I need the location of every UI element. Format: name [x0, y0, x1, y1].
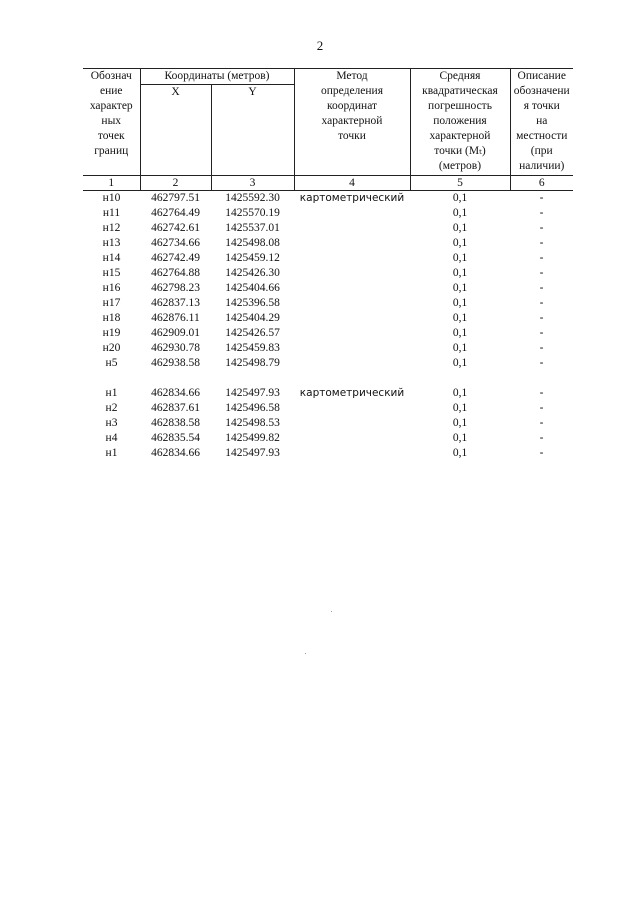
header-method: Метод определения координат характерной точки — [294, 69, 410, 176]
accuracy-cell: 0,1 — [452, 312, 468, 324]
description-cell: - — [539, 237, 544, 249]
x-coordinate-cell: 462764.88 — [151, 267, 200, 279]
point-id-cell: н1 — [105, 447, 118, 459]
table-row — [83, 386, 573, 401]
x-coordinate-cell: 462798.23 — [151, 282, 200, 294]
accuracy-cell: 0,1 — [452, 222, 468, 234]
point-id-cell: н20 — [102, 342, 121, 354]
accuracy-cell: 0,1 — [452, 207, 468, 219]
accuracy-cell: 0,1 — [452, 252, 468, 264]
description-cell: - — [539, 402, 544, 414]
point-id-cell: н16 — [102, 282, 121, 294]
description-cell: - — [539, 222, 544, 234]
description-cell: - — [539, 417, 544, 429]
scan-speck — [331, 611, 332, 612]
method-cell: картометрический — [299, 192, 405, 204]
x-coordinate-cell: 462742.49 — [151, 252, 200, 264]
column-number: 2 — [140, 176, 211, 191]
y-coordinate-cell: 1425496.58 — [225, 402, 280, 414]
y-coordinate-cell: 1425404.66 — [225, 282, 280, 294]
column-number: 6 — [510, 176, 573, 191]
accuracy-cell: 0,1 — [452, 267, 468, 279]
description-cell: - — [539, 357, 544, 369]
x-coordinate-cell: 462837.61 — [151, 402, 200, 414]
x-coordinate-cell: 462838.58 — [151, 417, 200, 429]
x-coordinate-cell: 462742.61 — [151, 222, 200, 234]
point-id-cell: н1 — [105, 387, 118, 399]
accuracy-cell: 0,1 — [452, 402, 468, 414]
accuracy-cell: 0,1 — [452, 327, 468, 339]
description-cell: - — [539, 432, 544, 444]
description-cell: - — [539, 387, 544, 399]
accuracy-cell: 0,1 — [452, 192, 468, 204]
column-number: 5 — [410, 176, 510, 191]
description-cell: - — [539, 207, 544, 219]
x-coordinate-cell: 462938.58 — [151, 357, 200, 369]
y-coordinate-cell: 1425497.93 — [225, 387, 280, 399]
scan-speck — [305, 653, 306, 654]
accuracy-cell: 0,1 — [452, 432, 468, 444]
y-coordinate-cell: 1425459.12 — [225, 252, 280, 264]
point-id-cell: н17 — [102, 297, 121, 309]
accuracy-cell: 0,1 — [452, 387, 468, 399]
x-coordinate-cell: 462834.66 — [151, 447, 200, 459]
accuracy-cell: 0,1 — [452, 357, 468, 369]
header-description: Описание обозначени я точки на местности (при наличии) — [510, 69, 573, 176]
point-id-cell: н5 — [105, 357, 118, 369]
column-number: 1 — [83, 176, 140, 191]
x-coordinate-cell: 462834.66 — [151, 387, 200, 399]
y-coordinate-cell: 1425426.30 — [225, 267, 280, 279]
description-cell: - — [539, 297, 544, 309]
point-id-cell: н15 — [102, 267, 121, 279]
x-coordinate-cell: 462764.49 — [151, 207, 200, 219]
accuracy-cell: 0,1 — [452, 237, 468, 249]
y-coordinate-cell: 1425497.93 — [225, 447, 280, 459]
y-coordinate-cell: 1425459.83 — [225, 342, 280, 354]
y-coordinate-cell: 1425498.08 — [225, 237, 280, 249]
accuracy-cell: 0,1 — [452, 297, 468, 309]
header-x: X — [140, 85, 211, 176]
point-id-cell: н3 — [105, 417, 118, 429]
x-coordinate-cell: 462837.13 — [151, 297, 200, 309]
y-coordinate-cell: 1425592.30 — [225, 192, 280, 204]
description-cell: - — [539, 282, 544, 294]
method-cell: картометрический — [299, 387, 405, 399]
y-coordinate-cell: 1425498.53 — [225, 417, 280, 429]
point-id-cell: н11 — [102, 207, 121, 219]
description-cell: - — [539, 327, 544, 339]
description-cell: - — [539, 312, 544, 324]
x-coordinate-cell: 462930.78 — [151, 342, 200, 354]
y-coordinate-cell: 1425570.19 — [225, 207, 280, 219]
y-coordinate-cell: 1425537.01 — [225, 222, 280, 234]
point-id-cell: н10 — [102, 192, 121, 204]
coordinates-table — [83, 68, 573, 461]
header-accuracy: Средняя квадратическая погрешность положения характерной точки (Mₜ) (метров) — [410, 69, 510, 176]
point-id-cell: н14 — [102, 252, 121, 264]
x-coordinate-cell: 462876.11 — [151, 312, 200, 324]
x-coordinate-cell: 462835.54 — [151, 432, 200, 444]
description-cell: - — [539, 342, 544, 354]
x-coordinate-cell: 462909.01 — [151, 327, 200, 339]
point-id-cell: н12 — [102, 222, 121, 234]
group-spacer — [83, 371, 573, 386]
table-row — [83, 191, 573, 207]
column-number: 4 — [294, 176, 410, 191]
x-coordinate-cell: 462734.66 — [151, 237, 200, 249]
x-coordinate-cell: 462797.51 — [151, 192, 200, 204]
table-body — [83, 191, 573, 462]
description-cell: - — [539, 447, 544, 459]
y-coordinate-cell: 1425404.29 — [225, 312, 280, 324]
header-row — [83, 69, 573, 85]
y-coordinate-cell: 1425498.79 — [225, 357, 280, 369]
point-id-cell: н19 — [102, 327, 121, 339]
y-coordinate-cell: 1425499.82 — [225, 432, 280, 444]
y-coordinate-cell: 1425426.57 — [225, 327, 280, 339]
point-id-cell: н13 — [102, 237, 121, 249]
y-coordinate-cell: 1425396.58 — [225, 297, 280, 309]
description-cell: - — [539, 252, 544, 264]
page-number: 2 — [316, 38, 324, 53]
point-id-cell: н2 — [105, 402, 118, 414]
accuracy-cell: 0,1 — [452, 417, 468, 429]
description-cell: - — [539, 192, 544, 204]
point-id-cell: н4 — [105, 432, 118, 444]
accuracy-cell: 0,1 — [452, 282, 468, 294]
column-number: 3 — [211, 176, 294, 191]
header-coordinates-group: Координаты (метров) — [140, 69, 294, 85]
accuracy-cell: 0,1 — [452, 447, 468, 459]
accuracy-cell: 0,1 — [452, 342, 468, 354]
description-cell: - — [539, 267, 544, 279]
point-id-cell: н18 — [102, 312, 121, 324]
column-numbers-row — [83, 176, 573, 191]
header-point-designation: Обознач ение характер ных точек границ — [83, 69, 140, 176]
header-y: Y — [211, 85, 294, 176]
